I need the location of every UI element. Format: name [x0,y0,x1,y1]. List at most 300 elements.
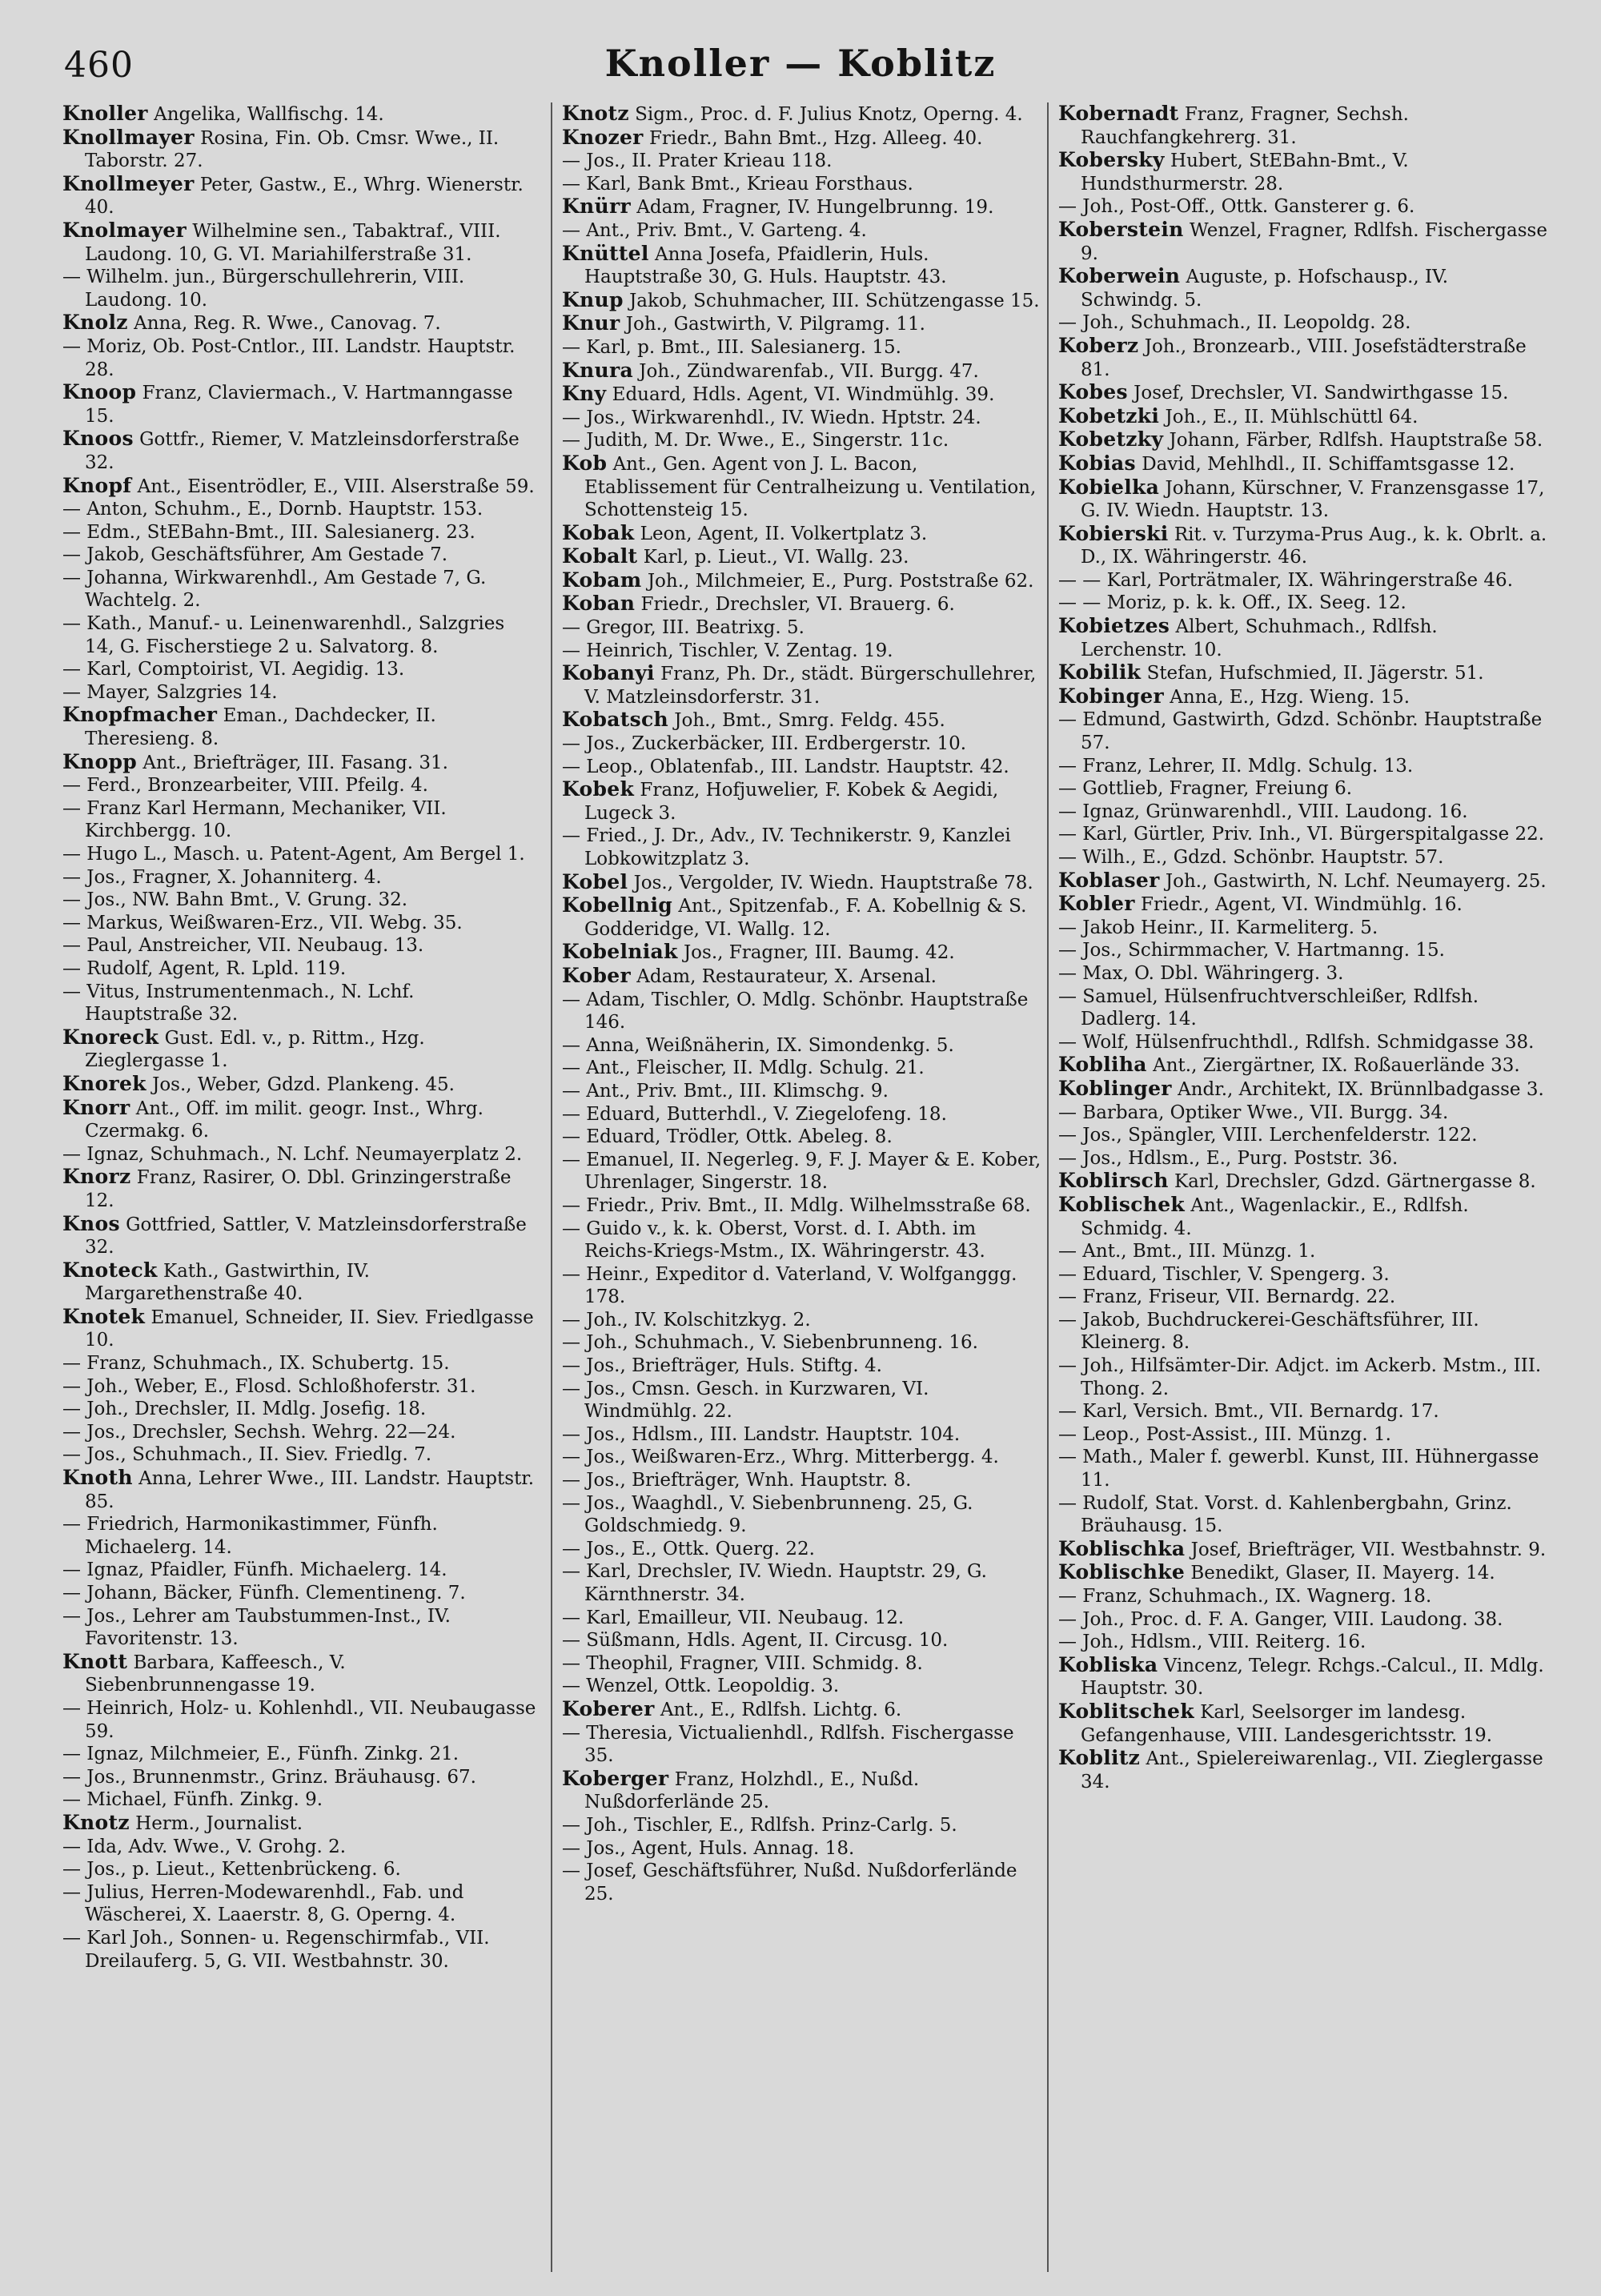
directory-entry [62,1927,536,1973]
directory-entry [1058,1747,1548,1793]
entry-details: — Edm., StEBahn-Bmt., III. Salesianerg. 23. [62,521,475,543]
entry-details: Adam, Fragner, IV. Hungelbrunng. 19. [636,197,994,219]
entry-surname: Knos [62,1211,120,1235]
entry-details: Jakob, Schuhmacher, III. Schützengasse 15. [629,290,1040,311]
entry-details: — Rudolf, Stat. Vorst. d. Kahlenbergbahn, Grinz. Bräuhausg. 15. [1058,1492,1512,1537]
entry-details: Franz, Hofjuwelier, F. Kobek & Aegidi, Lugeck 3. [584,780,999,824]
entry-details: — Wenzel, Ottk. Leopoldig. 3. [562,1676,840,1697]
entry-details: Franz, Rasirer, O. Dbl. Grinzingerstraße 12. [85,1167,512,1211]
entry-details: — Mayer, Salzgries 14. [62,681,278,703]
directory-entry [562,452,1042,522]
directory-entry [562,1469,1042,1492]
directory-entry [1058,1170,1548,1194]
entry-details: — Jos., Brunnenmstr., Grinz. Bräuhausg. 67. [62,1766,476,1788]
directory-entry [62,957,536,981]
directory-entry [1058,869,1548,893]
entry-details: — Eduard, Trödler, Ottk. Abeleg. 8. [562,1126,893,1148]
directory-entry [1058,917,1548,940]
page-header [56,42,1545,106]
directory-entry [1058,1240,1548,1263]
entry-surname: Kobelniak [562,940,678,964]
entry-details: — Wilhelm. jun., Bürgerschullehrerin, VIII. Laudong. 10. [62,267,465,311]
directory-entry [562,383,1042,407]
entry-details: — Jos., Lehrer am Taubstummen-Inst., IV. Favoritenstr. 13. [62,1605,451,1650]
directory-entry [1058,1286,1548,1309]
directory-entry [1058,1309,1548,1355]
entry-surname: Kny [562,382,607,406]
entry-details: — Jos., Cmsn. Gesch. in Kurzwaren, VI. Windmühlg. 22. [562,1378,929,1423]
directory-entry [562,1538,1042,1561]
entry-surname: Kobliha [1058,1053,1147,1077]
directory-entry [562,616,1042,640]
entry-details: — Karl, Emailleur, VII. Neubaug. 12. [562,1607,905,1628]
entry-surname: Kobatsch [562,708,668,732]
entry-details: — Julius, Herren-Modewarenhdl., Fab. und Wäscherei, X. Laaerstr. 8, G. Operng. 4. [62,1881,464,1926]
entry-details: — Barbara, Optiker Wwe., VII. Burgg. 34. [1058,1102,1449,1123]
entry-details: — Max, O. Dbl. Währingerg. 3. [1058,962,1344,984]
entry-surname: Knoller [62,102,148,125]
entry-surname: Koblitz [1058,1746,1141,1770]
directory-entry [1058,592,1548,615]
entry-details: — Süßmann, Hdls. Agent, II. Circusg. 10. [562,1630,949,1652]
entry-details: — Franz, Schuhmach., IX. Wagnerg. 18. [1058,1586,1432,1607]
directory-entry [1058,1423,1548,1447]
directory-entry [62,1559,536,1582]
directory-entry [62,381,536,427]
entry-details: Ant., Spielereiwarenlag., VII. Zieglergasse 34. [1081,1748,1543,1792]
entry-details: — Jos., p. Lieut., Kettenbrückeng. 6. [62,1859,401,1881]
entry-details: — Johann, Bäcker, Fünfh. Clementineng. 7. [62,1583,466,1604]
entry-details: — Jos., Zuckerbäcker, III. Erdbergerstr. 10. [562,733,967,755]
entry-details: — Leop., Post-Assist., III. Münzg. 1. [1058,1423,1391,1445]
entry-details: — Jakob Heinr., II. Karmeliterg. 5. [1058,917,1378,938]
entry-details: Karl, p. Lieut., VI. Wallg. 23. [643,547,909,568]
entry-details: — Karl Joh., Sonnen- u. Regenschirmfab., VII. Dreilauferg. 5, G. VII. Westbahnstr. 30. [62,1927,490,1972]
directory-entry [1058,1263,1548,1286]
entry-surname: Kob [562,451,608,475]
entry-details: — Jos., Fragner, X. Johanniterg. 4. [62,866,382,888]
entry-details: — Jos., Agent, Huls. Annag. 18. [562,1837,855,1859]
directory-entry [1058,708,1548,754]
entry-details: Wenzel, Fragner, Rdlfsh. Fischergasse 9. [1081,219,1547,264]
directory-entry [562,312,1042,336]
entry-details: — Vitus, Instrumentenmach., N. Lchf. Hauptstraße 32. [62,981,415,1026]
entry-details: — — Moriz, p. k. k. Off., IX. Seeg. 12. [1058,592,1406,614]
entry-details: Franz, Ph. Dr., städt. Bürgerschullehrer, V. Matzleinsdorferstr. 31. [584,664,1037,708]
entry-details: — Hugo L., Masch. u. Patent-Agent, Am Bergel 1. [62,844,525,865]
directory-entry [1058,1031,1548,1054]
directory-entry [62,475,536,499]
entry-details: Leon, Agent, II. Volkertplatz 3. [640,523,928,544]
directory-entry [1058,1446,1548,1491]
entry-details: — Ant., Priv. Bmt., III. Klimschg. 9. [562,1080,889,1102]
directory-entry [562,592,1042,616]
entry-details: — Jos., Weißwaren-Erz., Whrg. Mitterbergg. 4. [562,1447,999,1468]
entry-surname: Knur [562,311,620,335]
entry-surname: Knopf [62,473,132,497]
entry-details: Anna, Reg. R. Wwe., Canovag. 7. [134,313,441,335]
directory-entry [562,243,1042,289]
entry-details: Gust. Edl. v., p. Rittm., Hzg. Zieglergasse 1. [85,1027,425,1072]
entry-details: — Jakob, Buchdruckerei-Geschäftsführer, III. Kleinerg. 8. [1058,1309,1479,1354]
entry-details: — Theophil, Fragner, VIII. Schmidg. 8. [562,1652,923,1674]
directory-entry [62,498,536,521]
column-2 [551,102,1042,2272]
entry-surname: Knolz [62,311,128,335]
directory-entry [1058,1700,1548,1747]
directory-entry [62,1513,536,1559]
directory-entry [562,1218,1042,1263]
entry-details: Friedr., Bahn Bmt., Hzg. Alleeg. 40. [648,127,983,149]
entry-surname: Knopp [62,749,138,773]
directory-entry [1058,405,1548,429]
entry-details: Ant., Spitzenfab., F. A. Kobellnig & S. Godderidge, VI. Wallg. 12. [584,896,1027,940]
directory-entry [62,1443,536,1467]
directory-entry [562,1860,1042,1905]
entry-details: — Heinrich, Holz- u. Kohlenhdl., VII. Neubaugasse 59. [62,1697,536,1742]
directory-entry [562,1607,1042,1630]
directory-entry [62,1788,536,1812]
entry-details: — Leop., Oblatenfab., III. Landstr. Hauptstr. 42. [562,756,1009,777]
entry-details: — Ignaz, Pfaidler, Fünfh. Michaelerg. 14. [62,1559,447,1581]
entry-surname: Knoreck [62,1025,159,1049]
entry-details: — Karl, p. Bmt., III. Salesianerg. 15. [562,336,901,358]
directory-entry [562,965,1042,989]
directory-entry [62,102,536,126]
column-1 [62,102,536,2272]
directory-entry [562,1378,1042,1423]
directory-entry [62,981,536,1026]
entry-surname: Knorek [62,1071,146,1095]
entry-surname: Koblischek [1058,1192,1186,1216]
entry-details: Albert, Schuhmach., Rdlfsh. Lerchenstr. 10. [1081,616,1438,660]
entry-surname: Kobersky [1058,148,1165,172]
entry-surname: Koblaser [1058,868,1160,892]
entry-details: — Jos., NW. Bahn Bmt., V. Grung. 32. [62,889,408,911]
entry-details: Ant., Wagenlackir., E., Rdlfsh. Schmidg. 4. [1081,1194,1469,1239]
directory-entry [1058,1631,1548,1654]
entry-details: — Karl, Bank Bmt., Krieau Forsthaus. [562,173,913,195]
entry-surname: Knollmeyer [62,171,195,195]
directory-entry [1058,476,1548,523]
entry-details: Kath., Gastwirthin, IV. Margarethenstraße 40. [85,1260,370,1305]
directory-entry [562,429,1042,452]
entry-details: — Karl, Versich. Bmt., VII. Bernardg. 17. [1058,1401,1439,1423]
directory-entry [1058,1561,1548,1585]
directory-entry [562,1629,1042,1652]
directory-entry [562,640,1042,663]
entry-surname: Koberstein [1058,217,1184,241]
directory-entry [562,359,1042,383]
entry-surname: Knorr [62,1095,130,1119]
entry-details: Friedr., Drechsler, VI. Brauerg. 6. [640,594,955,616]
directory-entry [562,825,1042,870]
entry-surname: Kobinger [1058,684,1164,708]
entry-details: — Franz, Lehrer, II. Mdlg. Schulg. 13. [1058,755,1414,777]
entry-surname: Knolmayer [62,218,187,242]
entry-details: Adam, Restaurateur, X. Arsenal. [636,965,937,987]
entry-details: Stefan, Hufschmied, II. Jägerstr. 51. [1146,663,1484,684]
directory-entry [62,1605,536,1651]
directory-entry [562,941,1042,965]
directory-entry [62,843,536,866]
entry-details: — Jos., E., Ottk. Querg. 22. [562,1538,815,1559]
entry-details: Wilhelmine sen., Tabaktraf., VIII. Laudong. 10, G. VI. Mariahilferstraße 31. [85,220,501,265]
entry-details: — Heinrich, Tischler, V. Zentag. 19. [562,640,893,661]
entry-details: — Anna, Weißnäherin, IX. Simondenkg. 5. [562,1034,954,1056]
entry-surname: Knollmayer [62,125,195,149]
directory-entry [62,311,536,335]
entry-details: — Ignaz, Grünwarenhdl., VIII. Laudong. 16. [1058,801,1468,822]
entry-details: Herm., Journalist. [135,1812,303,1834]
entry-details: — Josef, Geschäftsführer, Nußd. Nußdorferlände 25. [562,1860,1017,1905]
directory-entry [62,1881,536,1927]
directory-entry [562,336,1042,359]
entry-surname: Kober [562,963,631,987]
directory-entry [1058,985,1548,1031]
entry-details: Franz, Holzhdl., E., Nußd. Nußdorferlände 25. [584,1768,920,1813]
entry-details: Anna, E., Hzg. Wieng. 15. [1170,686,1410,708]
entry-details: — Samuel, Hülsenfruchtverschleißer, Rdlfsh. Dadlerg. 14. [1058,985,1479,1030]
directory-entry [1058,962,1548,985]
entry-details: — Ant., Fleischer, II. Mdlg. Schulg. 21. [562,1058,925,1079]
entry-surname: Knup [562,287,624,311]
directory-entry [1058,265,1548,311]
entry-details: — Joh., Weber, E., Flosd. Schloßhoferstr. 31. [62,1375,476,1397]
entry-details: — Joh., Drechsler, II. Mdlg. Josefig. 18. [62,1399,427,1420]
entry-surname: Kobalt [562,544,638,568]
directory-entry [562,871,1042,895]
entry-details: Joh., Bmt., Smrg. Feldg. 455. [674,710,945,732]
directory-entry [562,1675,1042,1698]
entry-details: — Ant., Priv. Bmt., V. Garteng. 4. [562,219,867,241]
directory-entry [562,1698,1042,1722]
entry-details: Friedr., Agent, VI. Windmühlg. 16. [1141,894,1463,916]
entry-details: Ant., E., Rdlfsh. Lichtg. 6. [660,1699,902,1720]
directory-entry [562,1149,1042,1194]
column-3 [1047,102,1548,2272]
directory-entry [62,1306,536,1352]
directory-entry [1058,939,1548,962]
directory-entry [562,1446,1042,1469]
directory-entry [1058,801,1548,824]
entry-surname: Koberz [1058,333,1139,357]
entry-details: — Eduard, Tischler, V. Spengerg. 3. [1058,1263,1390,1285]
directory-entry [62,681,536,704]
entry-details: — Joh., Tischler, E., Rdlfsh. Prinz-Carlg. 5. [562,1814,957,1836]
directory-entry [62,774,536,797]
directory-entry [1058,1147,1548,1170]
entry-details: — Jos., Hdlsm., III. Landstr. Hauptstr. 104. [562,1423,961,1445]
entry-details: Ant., Briefträger, III. Fasang. 31. [142,752,448,773]
entry-surname: Knotz [62,1810,130,1834]
directory-entry [62,889,536,912]
directory-entry [562,1103,1042,1126]
directory-entry [562,1034,1042,1058]
entry-details: Jos., Vergolder, IV. Wiedn. Hauptstraße 78. [633,872,1033,893]
directory-entry [1058,1608,1548,1632]
directory-entry [562,756,1042,779]
entry-details: Gottfried, Sattler, V. Matzleinsdorferstraße 32. [85,1214,527,1258]
entry-details: — Heinr., Expeditor d. Vaterland, V. Wolfganggg. 178. [562,1263,1017,1308]
directory-entry [1058,428,1548,452]
entry-details: Johann, Färber, Rdlfsh. Hauptstraße 58. [1169,430,1543,452]
entry-details: — Joh., IV. Kolschitzkyg. 2. [562,1309,811,1331]
directory-entry [562,1560,1042,1606]
entry-details: Joh., Gastwirth, V. Pilgramg. 11. [625,314,925,335]
directory-entry [562,126,1042,151]
entry-details: — Joh., Hdlsm., VIII. Reiterg. 16. [1058,1632,1366,1653]
entry-details: — Ferd., Bronzearbeiter, VIII. Pfeilg. 4. [62,775,428,797]
directory-entry [1058,1194,1548,1240]
directory-entry [1058,777,1548,801]
directory-entry [562,1331,1042,1355]
directory-entry [62,1166,536,1212]
directory-entry [1058,893,1548,917]
entry-details: Ant., Gen. Agent von J. L. Bacon, Etablissement für Centralheizung u. Ventilation, Schottensteig 15. [584,453,1037,521]
entry-details: — Jos., II. Prater Krieau 118. [562,151,833,172]
entry-details: — Joh., Proc. d. F. A. Ganger, VIII. Laudong. 38. [1058,1608,1503,1630]
entry-details: — Gottlieb, Fragner, Freiung 6. [1058,778,1353,800]
entry-details: — Michael, Fünfh. Zinkg. 9. [62,1789,323,1811]
entry-details: — Wolf, Hülsenfruchthdl., Rdlfsh. Schmidgasse 38. [1058,1031,1535,1053]
entry-surname: Koberer [562,1696,655,1720]
entry-surname: Kobias [1058,451,1136,475]
entry-details: Joh., Bronzearb., VIII. Josefstädterstraße 81. [1081,335,1527,380]
directory-entry [62,1766,536,1789]
entry-surname: Kobam [562,568,642,592]
directory-entry [1058,685,1548,709]
directory-entry [1058,335,1548,381]
entry-details: Gottfr., Riemer, V. Matzleinsdorferstraße 32. [85,429,520,473]
directory-entry [62,521,536,544]
directory-entry [1058,195,1548,219]
directory-entry [1058,846,1548,869]
directory-entry [562,1309,1042,1332]
entry-surname: Kobetzki [1058,403,1160,427]
directory-entry [1058,149,1548,195]
entry-surname: Knoteck [62,1258,158,1282]
entry-details: — Ignaz, Milchmeier, E., Fünfh. Zinkg. 21. [62,1744,459,1765]
entry-details: Franz, Claviermach., V. Hartmanngasse 15. [85,383,513,427]
directory-entry [562,894,1042,941]
entry-surname: Kobilik [1058,660,1142,684]
entry-details: — Jos., Wirkwarenhdl., IV. Wiedn. Hptstr. 24. [562,407,981,428]
entry-details: — Rudolf, Agent, R. Lpld. 119. [62,957,347,979]
directory-entry [62,704,536,750]
directory-entry [562,1652,1042,1676]
entry-details: Karl, Seelsorger im landesg. Gefangenhause, VIII. Landesgerichtsstr. 19. [1081,1701,1493,1746]
entry-details: Ant., Off. im milit. geogr. Inst., Whrg. Czermakg. 6. [85,1098,484,1142]
directory-entry [562,1080,1042,1103]
entry-surname: Kobel [562,869,628,893]
directory-entry [1058,1124,1548,1147]
directory-entry [562,1768,1042,1814]
directory-entry [1058,1492,1548,1538]
directory-entry [1058,569,1548,592]
directory-entry [1058,755,1548,778]
entry-details: — Edmund, Gastwirth, Gdzd. Schönbr. Hauptstraße 57. [1058,709,1543,754]
directory-entry [62,797,536,843]
entry-surname: Kobanyi [562,661,655,685]
entry-surname: Kobellnig [562,893,673,917]
directory-entry [562,733,1042,756]
directory-entry [62,1143,536,1166]
entry-details: Auguste, p. Hofschausp., IV. Schwindg. 5. [1081,267,1449,311]
entry-surname: Kobak [562,520,635,544]
directory-entry [62,1421,536,1444]
directory-entry [1058,1654,1548,1700]
entry-surname: Kobler [1058,892,1135,916]
entry-surname: Koblinger [1058,1076,1172,1100]
entry-details: — Jos., Waaghdl., V. Siebenbrunneng. 25, G. Goldschmiedg. 9. [562,1492,973,1537]
entry-details: Josef, Briefträger, VII. Westbahnstr. 9. [1190,1539,1547,1560]
entry-surname: Kobietzes [1058,614,1170,638]
directory-entry [62,658,536,681]
entry-details: — Eduard, Butterhdl., V. Ziegelofeng. 18. [562,1103,947,1125]
directory-entry [1058,102,1548,149]
entry-details: — Jakob, Geschäftsführer, Am Gestade 7. [62,544,448,566]
directory-entry [1058,311,1548,335]
entry-details: — Joh., Post-Off., Ottk. Gansterer g. 6. [1058,196,1415,218]
directory-entry [562,989,1042,1034]
entry-surname: Koblirsch [1058,1169,1169,1193]
entry-details: Karl, Drechsler, Gdzd. Gärtnergasse 8. [1174,1171,1536,1193]
entry-surname: Knoos [62,427,134,451]
directory-entry [1058,823,1548,846]
entry-surname: Knürr [562,195,631,219]
entry-details: Joh., Gastwirth, N. Lchf. Neumayerg. 25. [1165,870,1547,892]
entry-details: — Joh., Schuhmach., V. Siebenbrunneng. 16. [562,1332,978,1354]
directory-entry [562,1492,1042,1538]
entry-details: — Theresia, Victualienhdl., Rdlfsh. Fischergasse 35. [562,1722,1014,1767]
entry-details: Rosina, Fin. Ob. Cmsr. Wwe., II. Taborstr. 27. [85,127,500,172]
directory-entry [62,934,536,957]
directory-entry [62,866,536,889]
directory-entry [1058,661,1548,685]
directory-entry [562,708,1042,733]
directory-entry [62,1097,536,1143]
entry-details: Peter, Gastw., E., Whrg. Wienerstr. 40. [85,174,524,219]
directory-entry [1058,1355,1548,1400]
directory-entry [62,1467,536,1513]
entry-details: Ant., Ziergärtner, IX. Roßauerlände 33. [1153,1055,1520,1077]
directory-entry [62,1259,536,1306]
entry-surname: Kobetzky [1058,427,1164,452]
directory-entry [1058,1054,1548,1078]
directory-entry [562,1837,1042,1860]
directory-entry [562,662,1042,708]
directory-entry [62,1582,536,1605]
directory-entry [562,150,1042,173]
directory-entry [562,1722,1042,1768]
entry-details: Vincenz, Telegr. Rchgs.-Calcul., II. Mdlg. Hauptstr. 30. [1081,1655,1544,1700]
entry-details: — Anton, Schuhm., E., Dornb. Hauptstr. 153. [62,499,484,520]
entry-surname: Koblischke [1058,1560,1186,1584]
page-title: Knoller — Koblitz [604,42,997,85]
entry-details: — Jos., Hdlsm., E., Purg. Poststr. 36. [1058,1147,1398,1169]
entry-details: David, Mehlhdl., II. Schiffamtsgasse 12. [1142,453,1515,475]
entry-surname: Kobliska [1058,1652,1158,1676]
directory-entry [562,219,1042,243]
directory-entry [62,751,536,775]
entry-details: — — Karl, Porträtmaler, IX. Währingerstraße 46. [1058,569,1514,591]
directory-entry [1058,381,1548,405]
entry-surname: Knott [62,1649,128,1673]
entry-details: Barbara, Kaffeesch., V. Siebenbrunnengasse 19. [85,1652,346,1696]
entry-details: — Guido v., k. k. Oberst, Vorst. d. I. Abth. im Reichs-Kriegs-Mstm., IX. Währingerstr. 43. [562,1218,985,1262]
entry-surname: Knura [562,358,633,382]
